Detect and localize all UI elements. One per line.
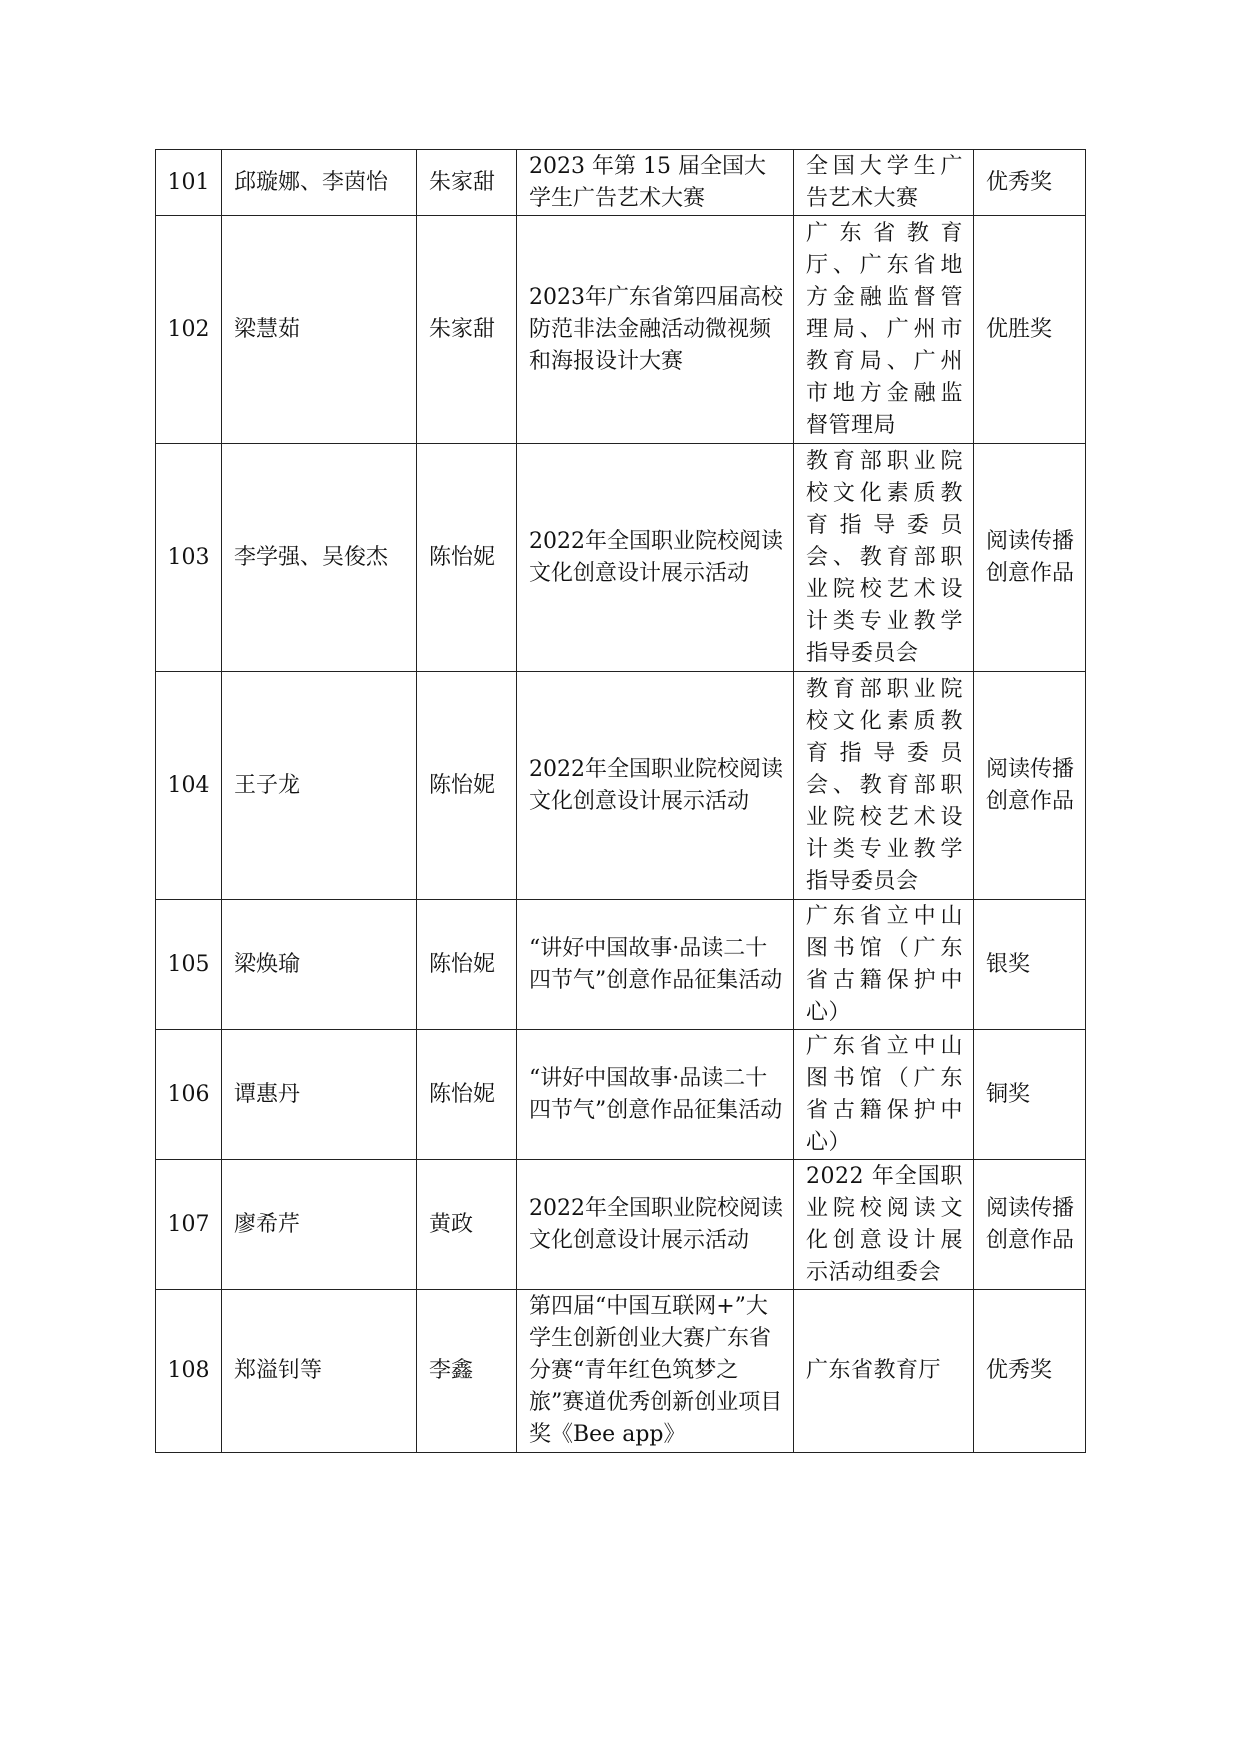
- award-level: 优胜奖: [974, 216, 1086, 444]
- organizer-name: 教育部职业院校文化素质教育指导委员会、教育部职业院校艺术设计类专业教学指导委员会: [794, 444, 974, 672]
- table-row: [156, 900, 1086, 1030]
- table-row: [156, 444, 1086, 672]
- student-names: 李学强、吴俊杰: [222, 444, 417, 672]
- student-names: 梁慧茹: [222, 216, 417, 444]
- table-row: [156, 1290, 1086, 1453]
- competition-name: “讲好中国故事·品读二十四节气”创意作品征集活动: [517, 1030, 794, 1160]
- competition-name: 2022年全国职业院校阅读文化创意设计展示活动: [517, 444, 794, 672]
- award-level: 优秀奖: [974, 1290, 1086, 1453]
- organizer-name: 全国大学生广告艺术大赛: [794, 150, 974, 216]
- row-number: 102: [156, 216, 222, 444]
- teacher-name: 陈怡妮: [417, 672, 517, 900]
- award-level: 阅读传播创意作品: [974, 672, 1086, 900]
- competition-name: “讲好中国故事·品读二十四节气”创意作品征集活动: [517, 900, 794, 1030]
- competition-name: 第四届“中国互联网+”大学生创新创业大赛广东省分赛“青年红色筑梦之旅”赛道优秀创新创业项目奖《Bee app》: [517, 1290, 794, 1453]
- competition-name: 2023 年第 15 届全国大学生广告艺术大赛: [517, 150, 794, 216]
- teacher-name: 陈怡妮: [417, 1030, 517, 1160]
- competition-name: 2023年广东省第四届高校防范非法金融活动微视频和海报设计大赛: [517, 216, 794, 444]
- competition-name: 2022年全国职业院校阅读文化创意设计展示活动: [517, 672, 794, 900]
- organizer-name: 广东省立中山图书馆（广东省古籍保护中心）: [794, 900, 974, 1030]
- table-row: [156, 1030, 1086, 1160]
- award-level: 阅读传播创意作品: [974, 444, 1086, 672]
- teacher-name: 朱家甜: [417, 150, 517, 216]
- awards-table: [155, 149, 1086, 1453]
- row-number: 103: [156, 444, 222, 672]
- student-names: 廖希芹: [222, 1160, 417, 1290]
- student-names: 王子龙: [222, 672, 417, 900]
- teacher-name: 李鑫: [417, 1290, 517, 1453]
- teacher-name: 朱家甜: [417, 216, 517, 444]
- student-names: 谭惠丹: [222, 1030, 417, 1160]
- organizer-name: 广东省教育厅、广东省地方金融监督管理局、广州市教育局、广州市地方金融监督管理局: [794, 216, 974, 444]
- award-level: 优秀奖: [974, 150, 1086, 216]
- row-number: 105: [156, 900, 222, 1030]
- table-row: [156, 672, 1086, 900]
- row-number: 106: [156, 1030, 222, 1160]
- row-number: 104: [156, 672, 222, 900]
- award-level: 铜奖: [974, 1030, 1086, 1160]
- competition-name: 2022年全国职业院校阅读文化创意设计展示活动: [517, 1160, 794, 1290]
- organizer-name: 教育部职业院校文化素质教育指导委员会、教育部职业院校艺术设计类专业教学指导委员会: [794, 672, 974, 900]
- table-row: [156, 1160, 1086, 1290]
- student-names: 郑溢钊等: [222, 1290, 417, 1453]
- organizer-name: 2022 年全国职业院校阅读文化创意设计展示活动组委会: [794, 1160, 974, 1290]
- teacher-name: 陈怡妮: [417, 444, 517, 672]
- row-number: 108: [156, 1290, 222, 1453]
- table-row: [156, 216, 1086, 444]
- teacher-name: 陈怡妮: [417, 900, 517, 1030]
- organizer-name: 广东省立中山图书馆（广东省古籍保护中心）: [794, 1030, 974, 1160]
- award-level: 银奖: [974, 900, 1086, 1030]
- organizer-name: 广东省教育厅: [794, 1290, 974, 1453]
- student-names: 梁焕瑜: [222, 900, 417, 1030]
- award-level: 阅读传播创意作品: [974, 1160, 1086, 1290]
- student-names: 邱璇娜、李茵怡: [222, 150, 417, 216]
- table-row: [156, 150, 1086, 216]
- teacher-name: 黄政: [417, 1160, 517, 1290]
- row-number: 107: [156, 1160, 222, 1290]
- row-number: 101: [156, 150, 222, 216]
